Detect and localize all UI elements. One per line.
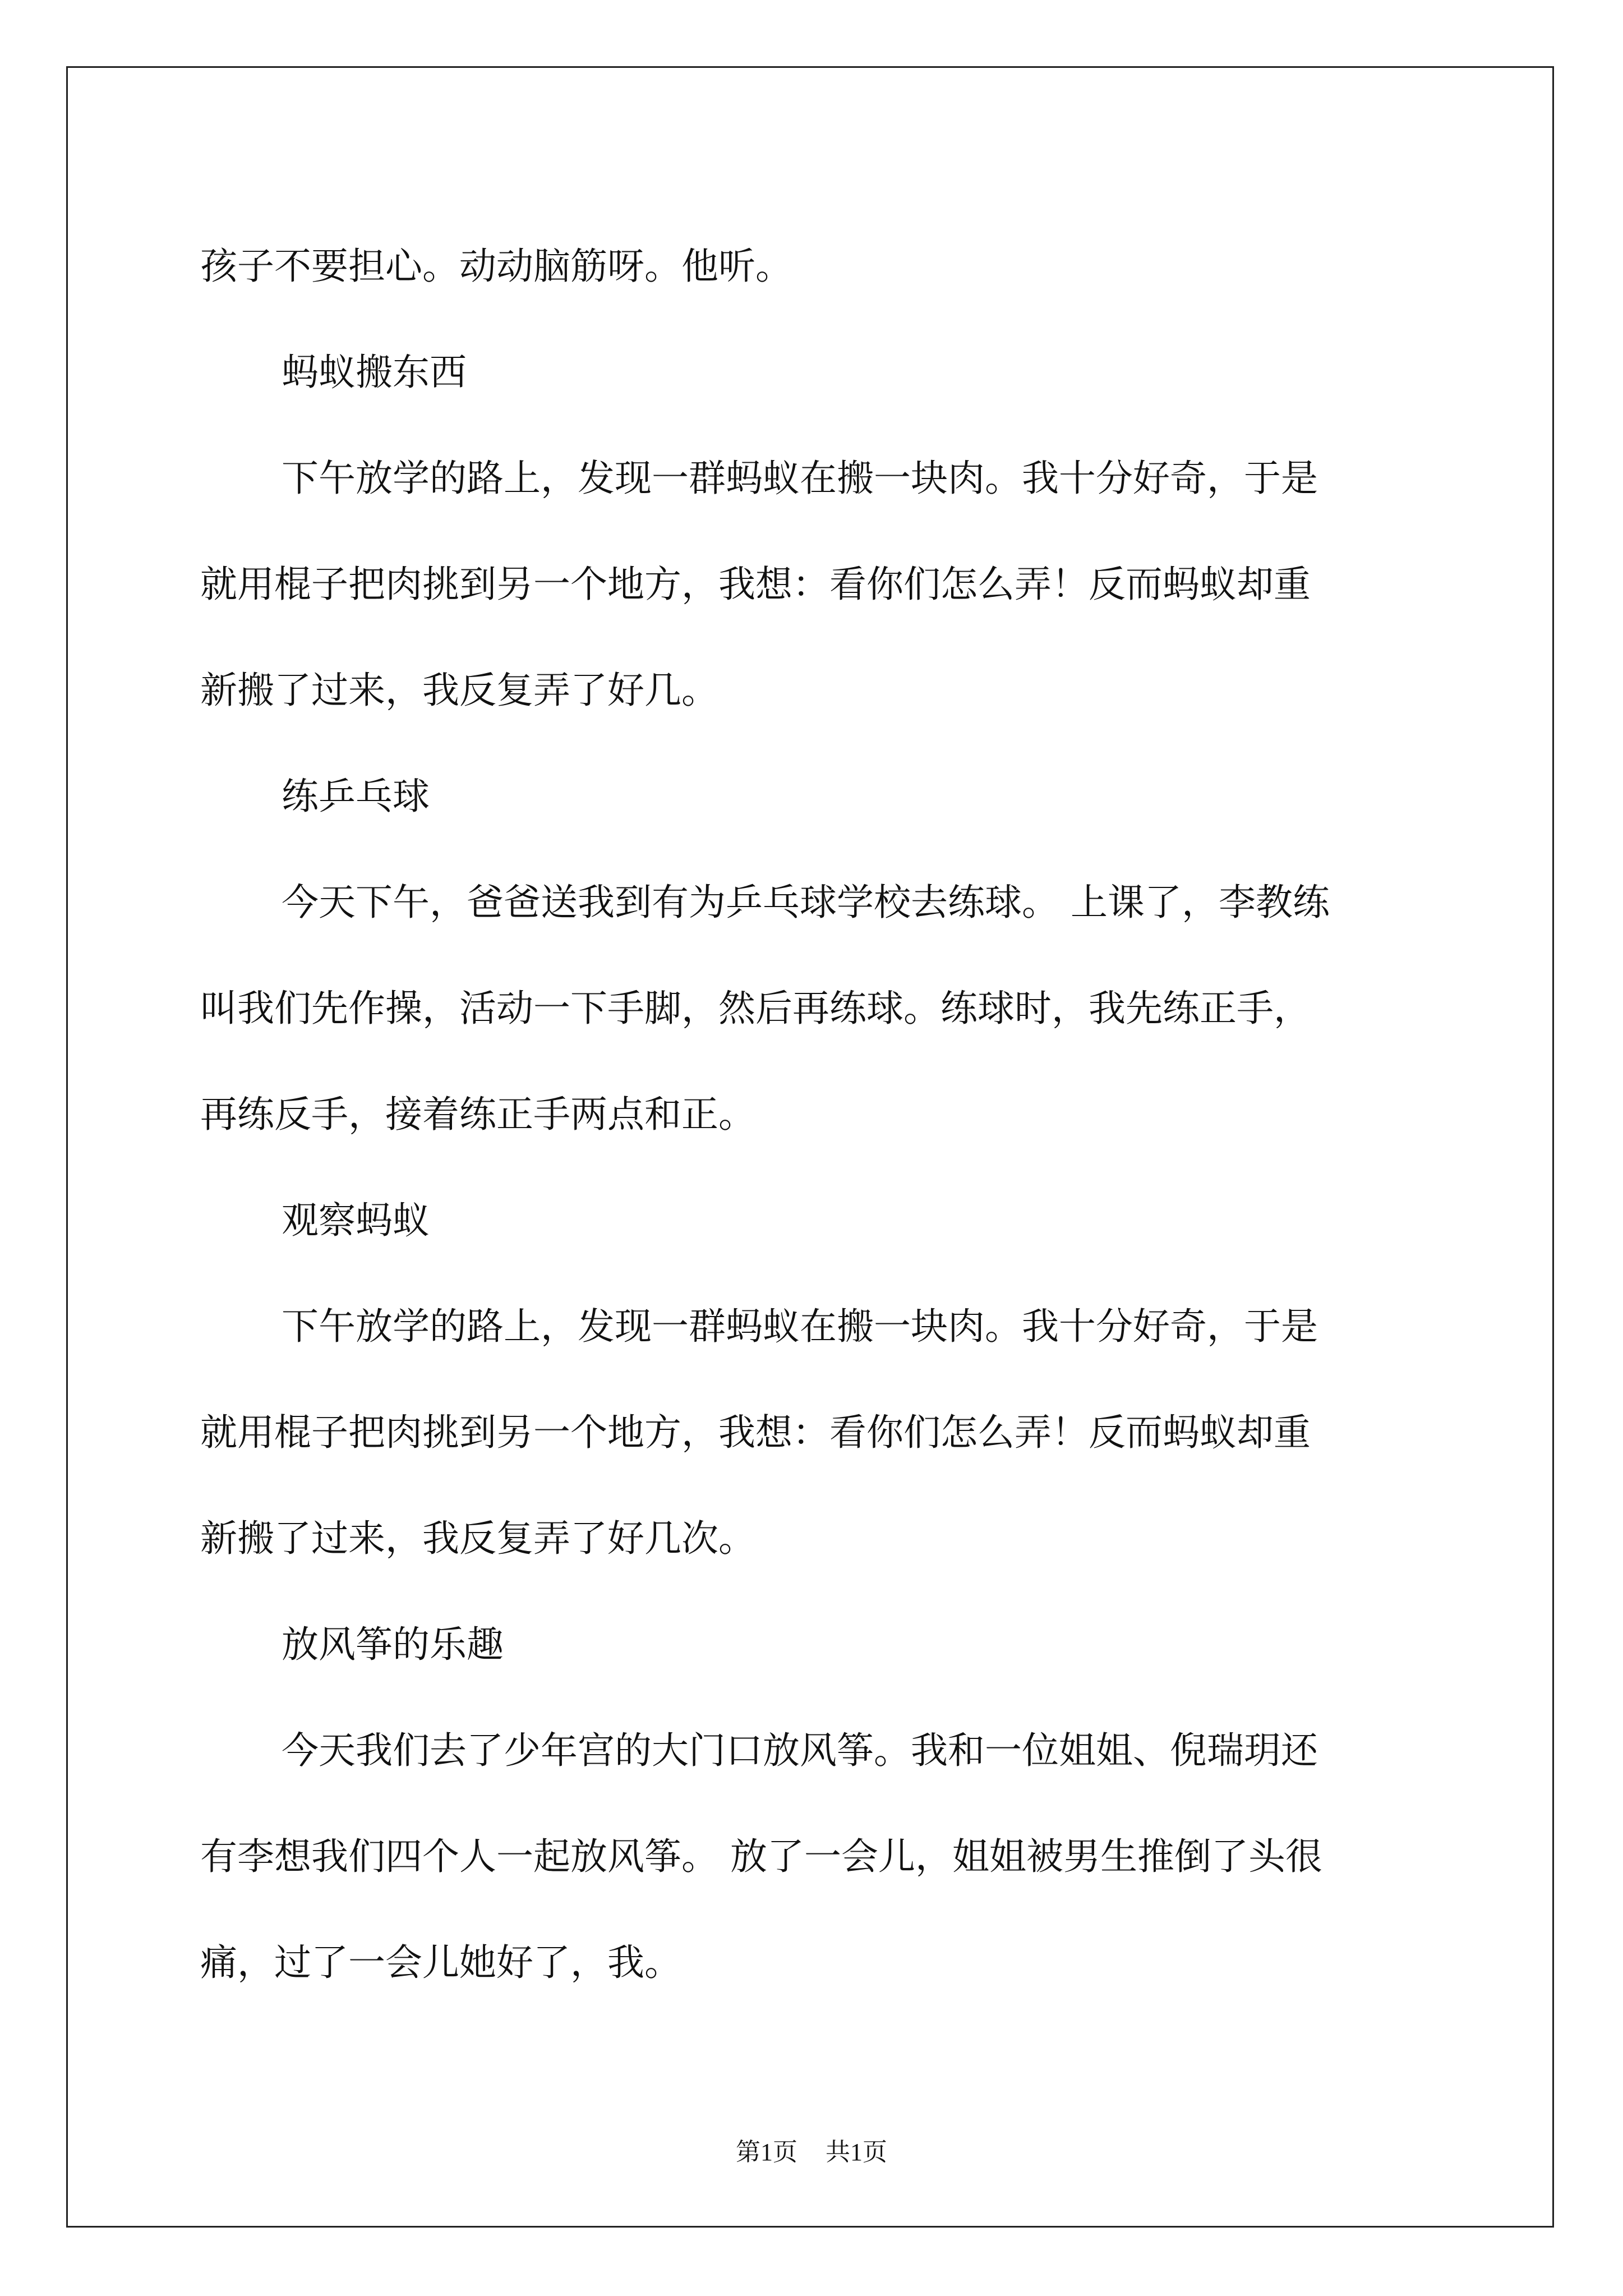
paragraph-line: 再练反手，接着练正手两点和正。 (200, 1093, 755, 1136)
paragraph-line: 就用棍子把肉挑到另一个地方，我想：看你们怎么弄！反而蚂蚁却重 (200, 1411, 1311, 1454)
paragraph-line: 今天下午，爸爸送我到有为乒乓球学校去练球。 上课了，李教练 (282, 881, 1330, 924)
paragraph-line: 孩子不要担心。动动脑筋呀。他听。 (200, 245, 792, 288)
document-body (200, 213, 1434, 2016)
paragraph-line: 就用棍子把肉挑到另一个地方，我想：看你们怎么弄！反而蚂蚁却重 (200, 563, 1311, 606)
section-heading: 观察蚂蚁 (282, 1199, 430, 1242)
page-footer (0, 2132, 1623, 2168)
paragraph-line: 痛，过了一会儿她好了，我。 (200, 1941, 681, 1984)
paragraph-line: 下午放学的路上，发现一群蚂蚁在搬一块肉。我十分好奇，于是 (282, 1305, 1318, 1348)
section-heading: 蚂蚁搬东西 (282, 351, 467, 394)
paragraph-line: 下午放学的路上，发现一群蚂蚁在搬一块肉。我十分好奇，于是 (282, 457, 1318, 500)
paragraph-line: 叫我们先作操，活动一下手脚，然后再练球。练球时，我先练正手， (200, 987, 1311, 1030)
section-heading: 放风筝的乐趣 (282, 1623, 504, 1666)
paragraph-line: 今天我们去了少年宫的大门口放风筝。我和一位姐姐、倪瑞玥还 (282, 1729, 1318, 1772)
paragraph-line: 新搬了过来，我反复弄了好几。 (200, 669, 718, 712)
page-number: 第1页 (736, 2138, 797, 2166)
paragraph-line: 有李想我们四个人一起放风筝。 放了一会儿，姐姐被男生推倒了头很 (200, 1835, 1322, 1878)
paragraph-line: 新搬了过来，我反复弄了好几次。 (200, 1517, 755, 1560)
section-heading: 练乒乓球 (282, 775, 430, 818)
page-total: 共1页 (826, 2138, 887, 2166)
